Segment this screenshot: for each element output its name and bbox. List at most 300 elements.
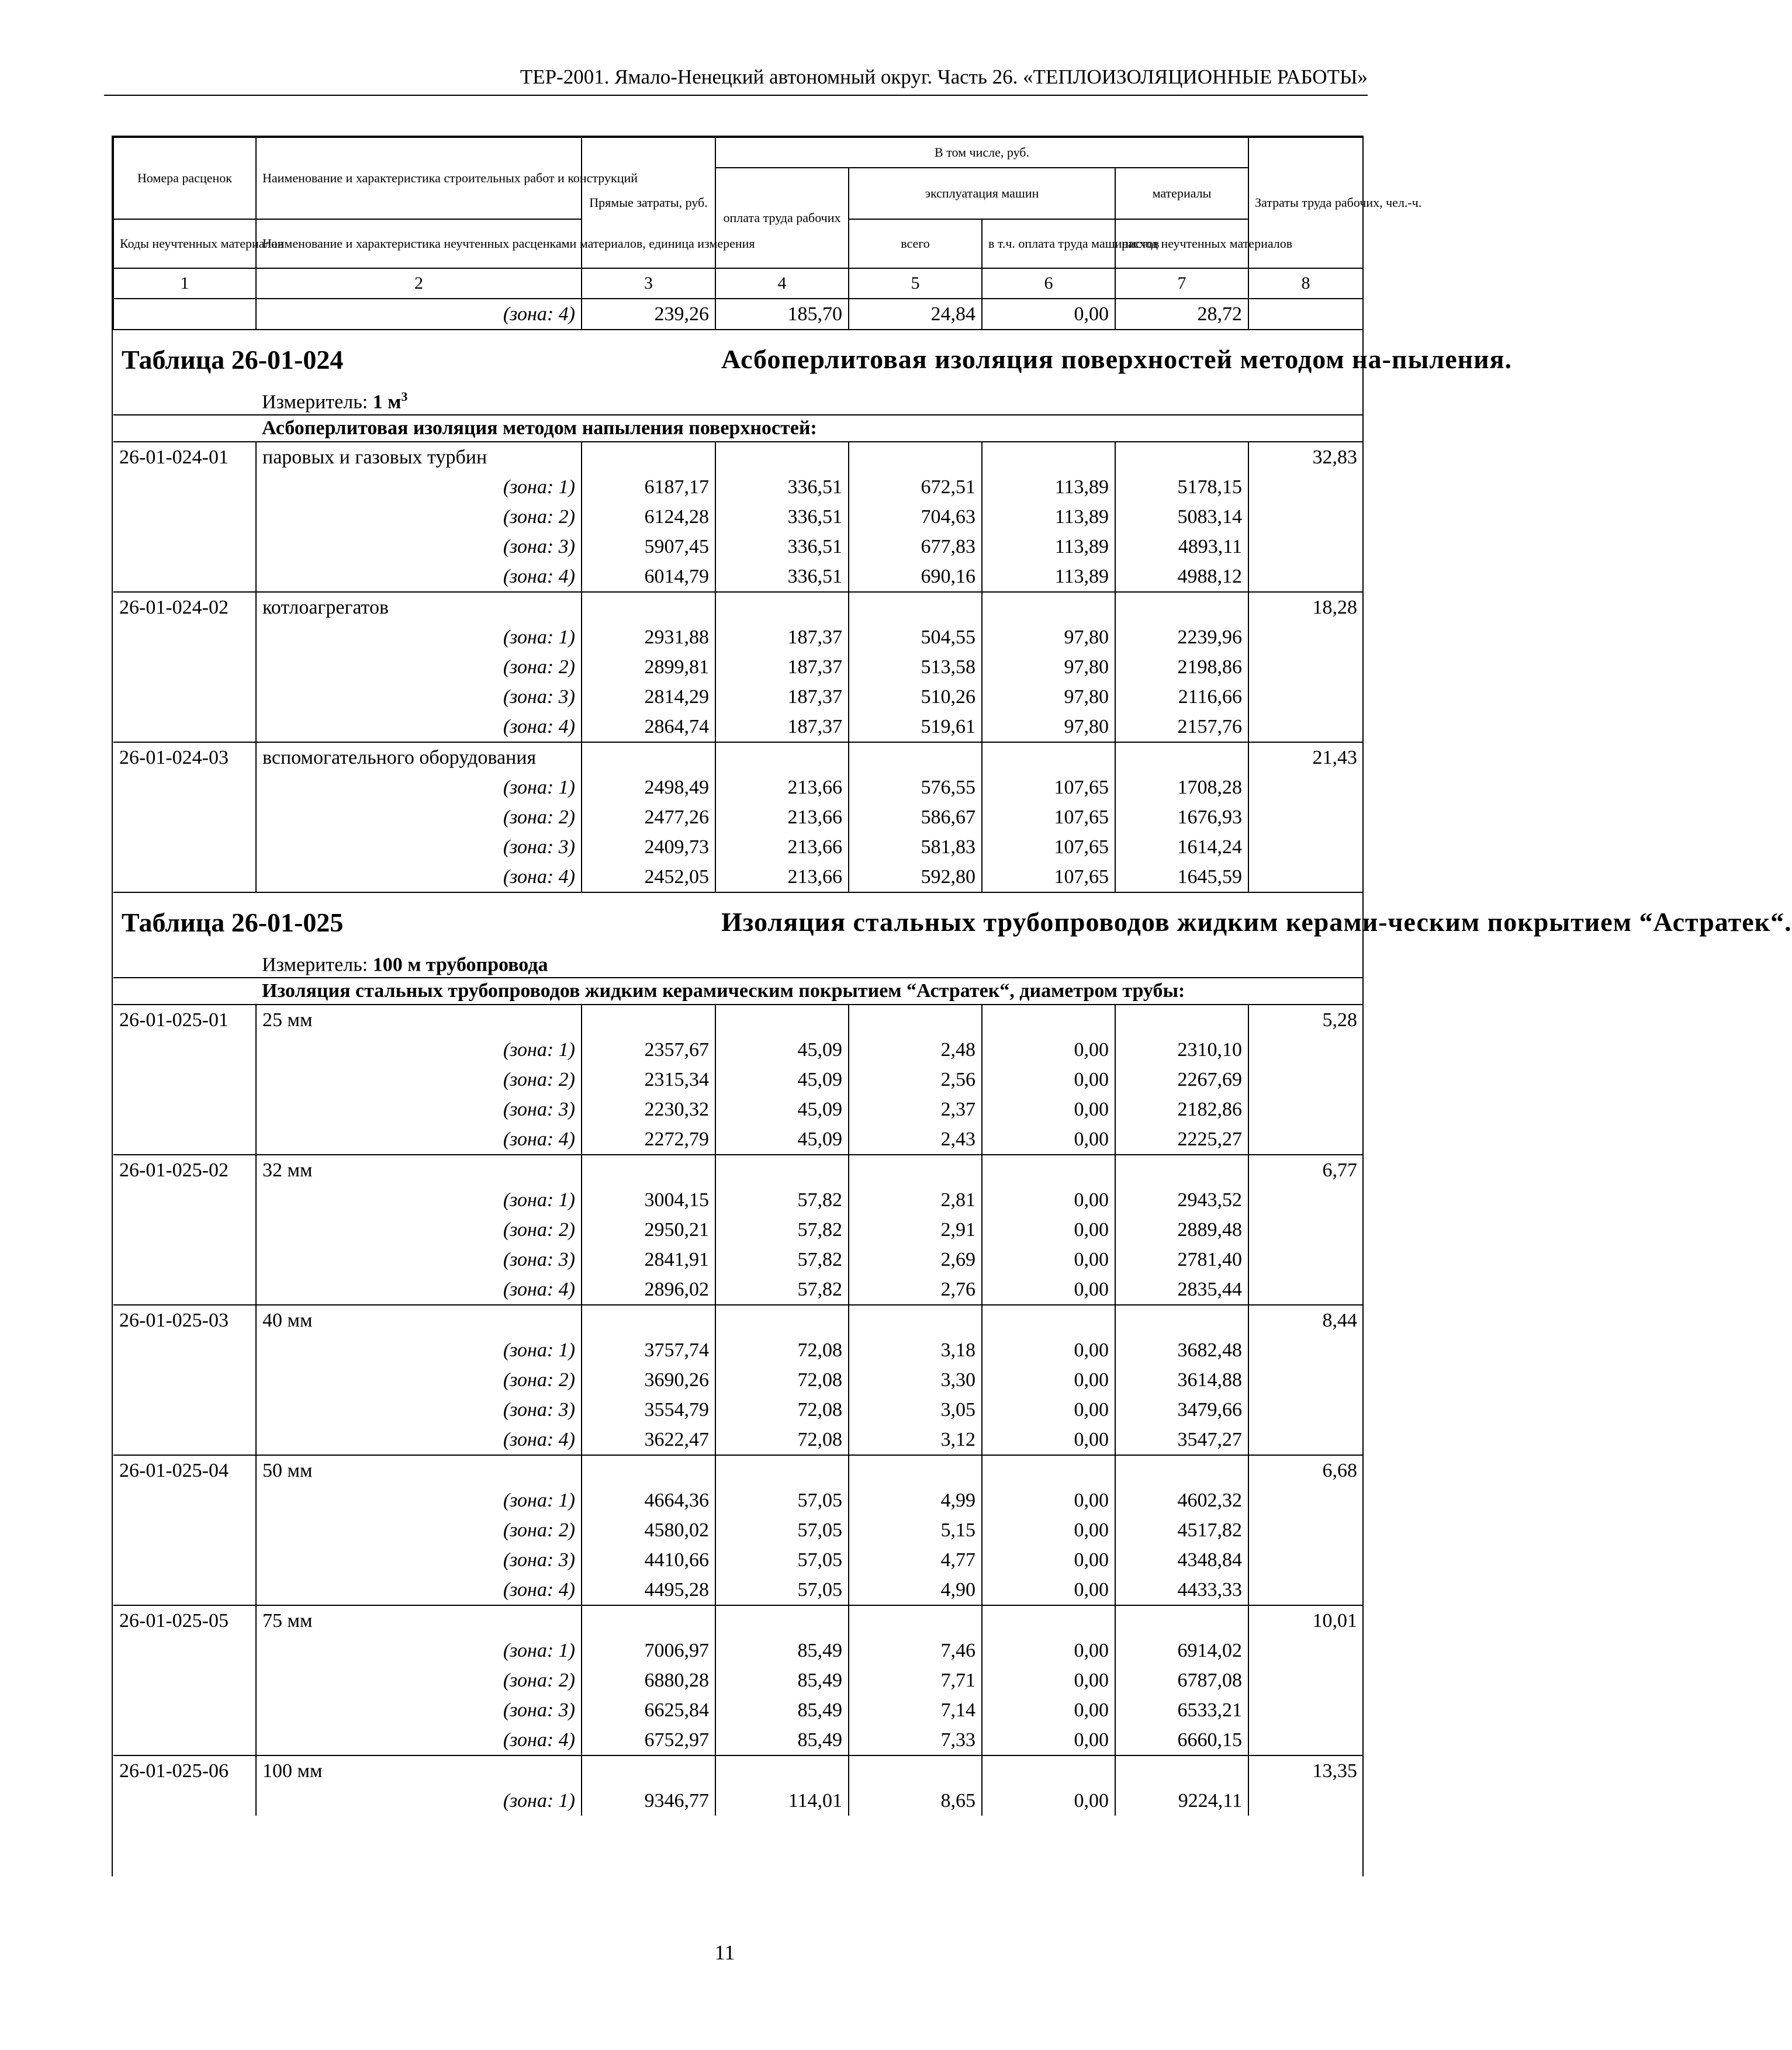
- zone-value: 2,76: [849, 1275, 982, 1305]
- zone-value: 4495,28: [582, 1575, 715, 1605]
- zone-code-cell: [113, 832, 256, 862]
- table-title: Изоляция стальных трубопроводов жидким керами-ческим покрытием “Астратек“.: [721, 907, 1792, 937]
- item-empty-cell: [1115, 1605, 1248, 1636]
- zone-code-cell: [113, 1665, 256, 1695]
- zone-value: 3690,26: [582, 1365, 715, 1395]
- zone-value: 4410,66: [582, 1545, 715, 1575]
- zone-label: (зона: 1): [256, 1335, 582, 1365]
- zone-labor-cell: [1248, 712, 1363, 742]
- carryover-zone: (зона: 4): [256, 299, 582, 330]
- item-empty-cell: [582, 742, 715, 773]
- header-in-total: В том числе, руб.: [715, 137, 1248, 168]
- zone-value: 6187,17: [582, 472, 715, 502]
- zone-code-cell: [113, 1035, 256, 1065]
- item-labor: 5,28: [1248, 1005, 1363, 1035]
- item-labor: 21,43: [1248, 742, 1363, 773]
- zone-code-cell: [113, 1395, 256, 1425]
- zone-value: 0,00: [982, 1124, 1115, 1155]
- zone-code-cell: [113, 1425, 256, 1455]
- carryover-value: 28,72: [1115, 299, 1248, 330]
- zone-value: 2198,86: [1115, 652, 1248, 682]
- zone-row: [113, 1245, 1363, 1275]
- zone-value: 2,37: [849, 1095, 982, 1124]
- zone-value: 2899,81: [582, 652, 715, 682]
- item-empty-cell: [582, 442, 715, 472]
- zone-value: 97,80: [982, 622, 1115, 652]
- header-col8: Затраты труда рабочих, чел.-ч.: [1248, 137, 1363, 268]
- zone-row: [113, 652, 1363, 682]
- zone-labor-cell: [1248, 1245, 1363, 1275]
- zone-value: 2,43: [849, 1124, 982, 1155]
- zone-row: [113, 1124, 1363, 1155]
- zone-value: 45,09: [715, 1095, 849, 1124]
- zone-value: 336,51: [715, 532, 849, 562]
- item-name: паровых и газовых турбин: [256, 442, 582, 472]
- zone-row: [113, 1636, 1363, 1665]
- column-number: 6: [982, 268, 1115, 299]
- item-empty-cell: [1115, 1755, 1248, 1786]
- zone-code-cell: [113, 472, 256, 502]
- zone-row: [113, 472, 1363, 502]
- zone-value: 0,00: [982, 1575, 1115, 1605]
- zone-row: [113, 562, 1363, 592]
- zone-labor-cell: [1248, 1365, 1363, 1395]
- rates-table: [113, 137, 1792, 1816]
- zone-label: (зона: 4): [256, 562, 582, 592]
- zone-value: 72,08: [715, 1395, 849, 1425]
- zone-label: (зона: 4): [256, 1725, 582, 1755]
- zone-code-cell: [113, 1725, 256, 1755]
- zone-code-cell: [113, 1365, 256, 1395]
- zone-value: 2315,34: [582, 1065, 715, 1095]
- zone-value: 213,66: [715, 862, 849, 892]
- zone-labor-cell: [1248, 773, 1363, 802]
- unit-spacer: [113, 389, 256, 415]
- zone-labor-cell: [1248, 682, 1363, 712]
- zone-value: 3614,88: [1115, 1365, 1248, 1395]
- zone-value: 4580,02: [582, 1515, 715, 1545]
- zone-labor-cell: [1248, 1335, 1363, 1365]
- header-col3: Прямые затраты, руб.: [582, 137, 715, 268]
- zone-value: 9346,77: [582, 1786, 715, 1816]
- header-col2-top: Наименование и характеристика строительных работ и конструкций: [256, 137, 582, 219]
- zone-value: 6014,79: [582, 562, 715, 592]
- zone-row: [113, 532, 1363, 562]
- zone-value: 85,49: [715, 1665, 849, 1695]
- zone-value: 3004,15: [582, 1185, 715, 1215]
- zone-label: (зона: 1): [256, 1185, 582, 1215]
- zone-labor-cell: [1248, 1786, 1363, 1816]
- zone-value: 2157,76: [1115, 712, 1248, 742]
- zone-value: 4664,36: [582, 1485, 715, 1515]
- zone-value: 0,00: [982, 1485, 1115, 1515]
- zone-code-cell: [113, 862, 256, 892]
- zone-labor-cell: [1248, 802, 1363, 832]
- zone-value: 5907,45: [582, 532, 715, 562]
- item-empty-cell: [715, 1305, 849, 1335]
- unit-cell: [256, 951, 1363, 978]
- item-empty-cell: [582, 592, 715, 622]
- zone-value: 187,37: [715, 682, 849, 712]
- zone-value: 7,71: [849, 1665, 982, 1695]
- zone-value: 7,46: [849, 1636, 982, 1665]
- zone-row: [113, 862, 1363, 892]
- zone-value: 107,65: [982, 862, 1115, 892]
- zone-value: 45,09: [715, 1124, 849, 1155]
- zone-value: 2357,67: [582, 1035, 715, 1065]
- zone-code-cell: [113, 652, 256, 682]
- zone-code-cell: [113, 1185, 256, 1215]
- section-title: Асбоперлитовая изоляция методом напыления поверхностей:: [256, 415, 1363, 442]
- section-spacer: [113, 415, 256, 442]
- unit-row: [113, 389, 1363, 415]
- zone-value: 0,00: [982, 1695, 1115, 1725]
- zone-code-cell: [113, 1335, 256, 1365]
- zone-label: (зона: 2): [256, 1065, 582, 1095]
- zone-code-cell: [113, 1215, 256, 1245]
- zone-label: (зона: 3): [256, 1695, 582, 1725]
- item-labor: 8,44: [1248, 1305, 1363, 1335]
- zone-value: 2814,29: [582, 682, 715, 712]
- zone-value: 2310,10: [1115, 1035, 1248, 1065]
- zone-labor-cell: [1248, 1636, 1363, 1665]
- zone-code-cell: [113, 622, 256, 652]
- zone-value: 3554,79: [582, 1395, 715, 1425]
- zone-label: (зона: 2): [256, 1215, 582, 1245]
- header-col2-bottom: Наименование и характеристика неучтенных расценками материалов, единица измерения: [256, 219, 582, 268]
- zone-labor-cell: [1248, 1485, 1363, 1515]
- zone-value: 0,00: [982, 1275, 1115, 1305]
- zone-row: [113, 1275, 1363, 1305]
- carryover-value: 0,00: [982, 299, 1115, 330]
- zone-labor-cell: [1248, 652, 1363, 682]
- zone-value: 8,65: [849, 1786, 982, 1816]
- zone-value: 704,63: [849, 502, 982, 532]
- zone-value: 72,08: [715, 1365, 849, 1395]
- zone-value: 4988,12: [1115, 562, 1248, 592]
- column-number: 2: [256, 268, 582, 299]
- zone-value: 0,00: [982, 1335, 1115, 1365]
- carryover-value: 239,26: [582, 299, 715, 330]
- zone-label: (зона: 3): [256, 1245, 582, 1275]
- zone-label: (зона: 4): [256, 862, 582, 892]
- zone-value: 57,05: [715, 1545, 849, 1575]
- table-label: Таблица 26-01-025: [122, 907, 344, 937]
- zone-value: 0,00: [982, 1665, 1115, 1695]
- item-empty-cell: [715, 742, 849, 773]
- zone-value: 2,91: [849, 1215, 982, 1245]
- item-empty-cell: [982, 742, 1115, 773]
- item-code: 26-01-025-03: [113, 1305, 256, 1335]
- zone-value: 576,55: [849, 773, 982, 802]
- zone-value: 187,37: [715, 652, 849, 682]
- carryover-value: 24,84: [849, 299, 982, 330]
- zone-value: 113,89: [982, 562, 1115, 592]
- item-row: [113, 1005, 1363, 1035]
- zone-row: [113, 1786, 1363, 1816]
- item-name: 40 мм: [256, 1305, 582, 1335]
- item-empty-cell: [715, 1155, 849, 1185]
- item-empty-cell: [582, 1005, 715, 1035]
- item-empty-cell: [715, 1005, 849, 1035]
- zone-label: (зона: 2): [256, 502, 582, 532]
- zone-labor-cell: [1248, 532, 1363, 562]
- zone-label: (зона: 4): [256, 712, 582, 742]
- zone-row: [113, 1695, 1363, 1725]
- zone-labor-cell: [1248, 622, 1363, 652]
- item-labor: 18,28: [1248, 592, 1363, 622]
- zone-labor-cell: [1248, 562, 1363, 592]
- item-code: 26-01-025-02: [113, 1155, 256, 1185]
- zone-value: 45,09: [715, 1035, 849, 1065]
- item-name: вспомогательного оборудования: [256, 742, 582, 773]
- zone-value: 0,00: [982, 1515, 1115, 1545]
- section-row: [113, 978, 1363, 1005]
- zone-value: 2182,86: [1115, 1095, 1248, 1124]
- zone-row: [113, 1545, 1363, 1575]
- zone-value: 2,69: [849, 1245, 982, 1275]
- zone-value: 107,65: [982, 773, 1115, 802]
- header-col5: всего: [849, 219, 982, 268]
- header-col4: оплата труда рабочих: [715, 168, 849, 268]
- header-col1-top: Номера расценок: [113, 137, 256, 219]
- zone-code-cell: [113, 1695, 256, 1725]
- zone-value: 45,09: [715, 1065, 849, 1095]
- unit-cell: [256, 389, 1363, 415]
- zone-value: 9224,11: [1115, 1786, 1248, 1816]
- zone-code-cell: [113, 1275, 256, 1305]
- zone-value: 114,01: [715, 1786, 849, 1816]
- zone-value: 4517,82: [1115, 1515, 1248, 1545]
- item-empty-cell: [582, 1155, 715, 1185]
- column-number: 8: [1248, 268, 1363, 299]
- zone-value: 3,18: [849, 1335, 982, 1365]
- item-empty-cell: [1115, 1005, 1248, 1035]
- zone-label: (зона: 1): [256, 1035, 582, 1065]
- item-empty-cell: [982, 1305, 1115, 1335]
- zone-code-cell: [113, 1124, 256, 1155]
- zone-value: 2835,44: [1115, 1275, 1248, 1305]
- zone-row: [113, 1065, 1363, 1095]
- item-row: [113, 1755, 1363, 1786]
- zone-code-cell: [113, 1575, 256, 1605]
- item-empty-cell: [1115, 1155, 1248, 1185]
- zone-value: 187,37: [715, 712, 849, 742]
- item-empty-cell: [982, 442, 1115, 472]
- zone-labor-cell: [1248, 502, 1363, 532]
- zone-label: (зона: 2): [256, 1365, 582, 1395]
- zone-value: 0,00: [982, 1545, 1115, 1575]
- rates-table-frame: [112, 136, 1792, 1876]
- section-spacer: [113, 978, 256, 1005]
- zone-label: (зона: 3): [256, 1095, 582, 1124]
- zone-labor-cell: [1248, 1515, 1363, 1545]
- zone-value: 677,83: [849, 532, 982, 562]
- zone-value: 4348,84: [1115, 1545, 1248, 1575]
- item-empty-cell: [1115, 1305, 1248, 1335]
- column-number: 4: [715, 268, 849, 299]
- zone-label: (зона: 1): [256, 1485, 582, 1515]
- zone-value: 0,00: [982, 1215, 1115, 1245]
- zone-value: 72,08: [715, 1335, 849, 1365]
- zone-value: 0,00: [982, 1035, 1115, 1065]
- zone-code-cell: [113, 682, 256, 712]
- zone-value: 57,05: [715, 1485, 849, 1515]
- zone-value: 2,56: [849, 1065, 982, 1095]
- unit-superscript: 3: [401, 389, 408, 404]
- zone-code-cell: [113, 532, 256, 562]
- zone-value: 4,90: [849, 1575, 982, 1605]
- item-empty-cell: [982, 1605, 1115, 1636]
- zone-value: 2841,91: [582, 1245, 715, 1275]
- carryover-labor: [1248, 299, 1363, 330]
- zone-value: 57,82: [715, 1215, 849, 1245]
- carryover-code: [113, 299, 256, 330]
- zone-value: 0,00: [982, 1786, 1115, 1816]
- column-number: 1: [113, 268, 256, 299]
- zone-row: [113, 502, 1363, 532]
- zone-value: 2230,32: [582, 1095, 715, 1124]
- zone-value: 513,58: [849, 652, 982, 682]
- zone-row: [113, 773, 1363, 802]
- zone-value: 586,67: [849, 802, 982, 832]
- zone-code-cell: [113, 562, 256, 592]
- item-code: 26-01-025-05: [113, 1605, 256, 1636]
- item-empty-cell: [849, 442, 982, 472]
- zone-labor-cell: [1248, 1124, 1363, 1155]
- zone-row: [113, 1485, 1363, 1515]
- zone-value: 690,16: [849, 562, 982, 592]
- zone-value: 4602,32: [1115, 1485, 1248, 1515]
- item-empty-cell: [715, 592, 849, 622]
- zone-row: [113, 1425, 1363, 1455]
- zone-value: 0,00: [982, 1365, 1115, 1395]
- zone-value: 2,81: [849, 1185, 982, 1215]
- zone-code-cell: [113, 1636, 256, 1665]
- zone-value: 2896,02: [582, 1275, 715, 1305]
- zone-value: 97,80: [982, 712, 1115, 742]
- item-labor: 10,01: [1248, 1605, 1363, 1636]
- zone-value: 1676,93: [1115, 802, 1248, 832]
- item-row: [113, 1305, 1363, 1335]
- zone-label: (зона: 4): [256, 1275, 582, 1305]
- zone-value: 4893,11: [1115, 532, 1248, 562]
- zone-label: (зона: 3): [256, 1545, 582, 1575]
- zone-value: 107,65: [982, 802, 1115, 832]
- zone-value: 2943,52: [1115, 1185, 1248, 1215]
- item-code: 26-01-025-04: [113, 1455, 256, 1485]
- zone-value: 2931,88: [582, 622, 715, 652]
- zone-label: (зона: 1): [256, 1786, 582, 1816]
- section-row: [113, 415, 1363, 442]
- zone-value: 2498,49: [582, 773, 715, 802]
- zone-value: 581,83: [849, 832, 982, 862]
- column-number: 3: [582, 268, 715, 299]
- zone-labor-cell: [1248, 1275, 1363, 1305]
- item-empty-cell: [1115, 442, 1248, 472]
- zone-value: 3,05: [849, 1395, 982, 1425]
- zone-value: 510,26: [849, 682, 982, 712]
- zone-value: 2950,21: [582, 1215, 715, 1245]
- page-number: 11: [714, 1941, 735, 1964]
- zone-labor-cell: [1248, 1395, 1363, 1425]
- zone-value: 4,99: [849, 1485, 982, 1515]
- zone-label: (зона: 3): [256, 682, 582, 712]
- item-empty-cell: [715, 1605, 849, 1636]
- item-name: 75 мм: [256, 1605, 582, 1636]
- zone-labor-cell: [1248, 1425, 1363, 1455]
- zone-labor-cell: [1248, 1545, 1363, 1575]
- item-empty-cell: [582, 1755, 715, 1786]
- item-empty-cell: [849, 1155, 982, 1185]
- zone-value: 3,12: [849, 1425, 982, 1455]
- unit-value: 1 м: [372, 391, 402, 413]
- zone-value: 519,61: [849, 712, 982, 742]
- item-empty-cell: [849, 1755, 982, 1786]
- item-code: 26-01-025-01: [113, 1005, 256, 1035]
- zone-row: [113, 682, 1363, 712]
- zone-value: 0,00: [982, 1065, 1115, 1095]
- zone-row: [113, 1395, 1363, 1425]
- zone-value: 6533,21: [1115, 1695, 1248, 1725]
- zone-value: 57,82: [715, 1275, 849, 1305]
- item-labor: 6,77: [1248, 1155, 1363, 1185]
- item-labor: 6,68: [1248, 1455, 1363, 1485]
- zone-labor-cell: [1248, 472, 1363, 502]
- item-code: 26-01-025-06: [113, 1755, 256, 1786]
- zone-value: 1614,24: [1115, 832, 1248, 862]
- zone-row: [113, 1575, 1363, 1605]
- zone-labor-cell: [1248, 1665, 1363, 1695]
- zone-value: 2,48: [849, 1035, 982, 1065]
- unit-label: Измеритель:: [262, 954, 368, 976]
- zone-value: 1645,59: [1115, 862, 1248, 892]
- item-name: котлоагрегатов: [256, 592, 582, 622]
- zone-row: [113, 1725, 1363, 1755]
- zone-value: 336,51: [715, 472, 849, 502]
- zone-value: 7,33: [849, 1725, 982, 1755]
- zone-value: 213,66: [715, 773, 849, 802]
- item-name: 50 мм: [256, 1455, 582, 1485]
- zone-value: 6752,97: [582, 1725, 715, 1755]
- zone-value: 336,51: [715, 562, 849, 592]
- zone-value: 5178,15: [1115, 472, 1248, 502]
- zone-label: (зона: 3): [256, 832, 582, 862]
- table-title-row: [113, 892, 1363, 951]
- zone-row: [113, 712, 1363, 742]
- zone-value: 113,89: [982, 532, 1115, 562]
- zone-labor-cell: [1248, 1065, 1363, 1095]
- zone-value: 5,15: [849, 1515, 982, 1545]
- zone-labor-cell: [1248, 1575, 1363, 1605]
- zone-value: 0,00: [982, 1185, 1115, 1215]
- zone-value: 6625,84: [582, 1695, 715, 1725]
- item-empty-cell: [849, 1605, 982, 1636]
- zone-labor-cell: [1248, 862, 1363, 892]
- header-machines: эксплуатация машин: [849, 168, 1115, 219]
- item-name: 25 мм: [256, 1005, 582, 1035]
- zone-value: 0,00: [982, 1425, 1115, 1455]
- item-empty-cell: [982, 1005, 1115, 1035]
- table-label: Таблица 26-01-024: [122, 344, 344, 375]
- zone-value: 2239,96: [1115, 622, 1248, 652]
- zone-value: 2477,26: [582, 802, 715, 832]
- zone-value: 2267,69: [1115, 1065, 1248, 1095]
- zone-row: [113, 1185, 1363, 1215]
- table-title-row: [113, 330, 1363, 389]
- zone-label: (зона: 1): [256, 472, 582, 502]
- zone-value: 2889,48: [1115, 1215, 1248, 1245]
